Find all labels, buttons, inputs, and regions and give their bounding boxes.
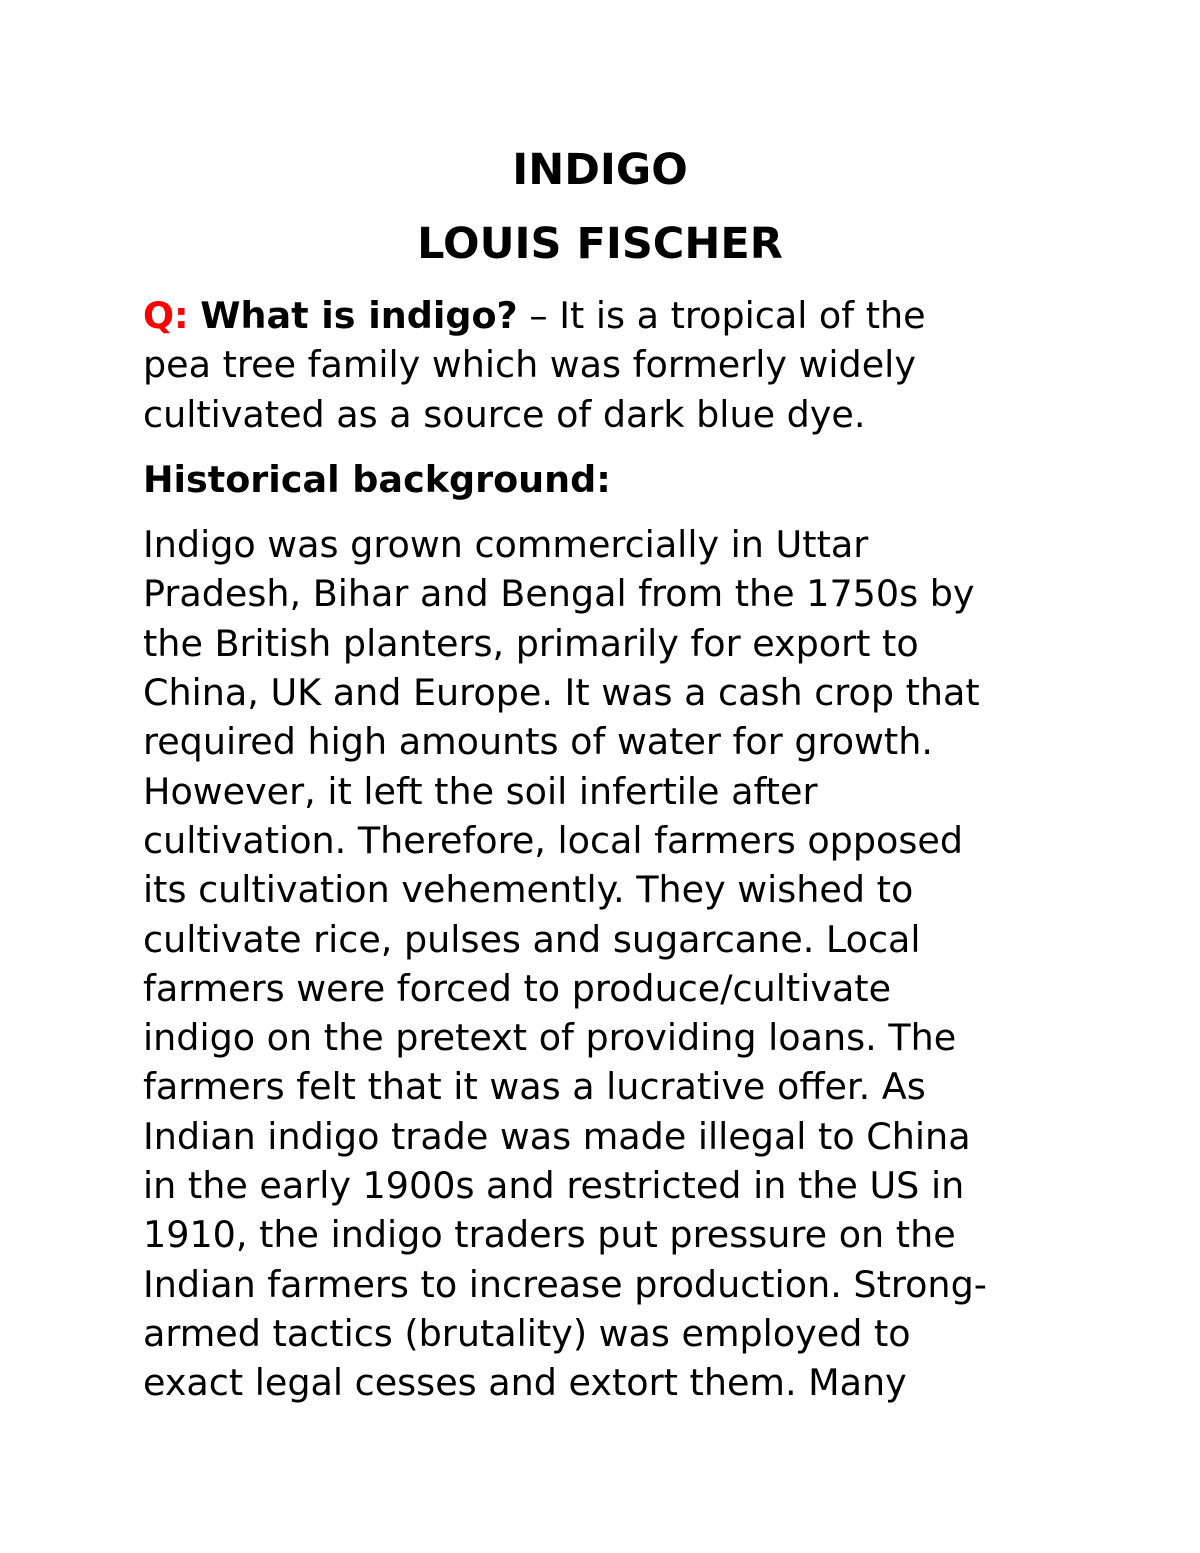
historical-paragraph <box>143 520 1063 1407</box>
paragraph-line: However, it left the soil infertile after <box>143 769 818 813</box>
question-text: What is indigo? <box>200 294 518 337</box>
section-heading-historical: Historical background: <box>143 457 611 501</box>
question-marker: Q: <box>143 294 189 337</box>
paragraph-line: China, UK and Europe. It was a cash crop that <box>143 671 980 715</box>
paragraph-line: Pradesh, Bihar and Bengal from the 1750s by <box>143 572 975 616</box>
paragraph-line: Indian farmers to increase production. Strong- <box>143 1262 987 1306</box>
answer-line: cultivated as a source of dark blue dye. <box>143 392 866 436</box>
paragraph-line: 1910, the indigo traders put pressure on the <box>143 1213 956 1257</box>
paragraph-line: required high amounts of water for growth. <box>143 720 933 764</box>
paragraph-line: Indian indigo trade was made illegal to China <box>143 1114 971 1158</box>
answer-line: pea tree family which was formerly widely <box>143 343 916 387</box>
paragraph-line: indigo on the pretext of providing loans. The <box>143 1016 957 1060</box>
paragraph-line: cultivate rice, pulses and sugarcane. Local <box>143 917 921 961</box>
document-author: LOUIS FISCHER <box>417 219 783 269</box>
paragraph-line: Indigo was grown commercially in Uttar <box>143 523 869 567</box>
paragraph-line: the British planters, primarily for export to <box>143 621 919 665</box>
paragraph-line: farmers were forced to produce/cultivate <box>143 966 892 1010</box>
paragraph-line: exact legal cesses and extort them. Many <box>143 1361 907 1405</box>
paragraph-line: its cultivation vehemently. They wished to <box>143 868 914 912</box>
paragraph-line: farmers felt that it was a lucrative offer. As <box>143 1065 926 1109</box>
answer-line: – It is a tropical of the <box>517 294 926 337</box>
document-body <box>143 291 1063 1408</box>
document-title: INDIGO <box>512 145 688 195</box>
qa-line-1 <box>143 291 1063 340</box>
paragraph-line: armed tactics (brutality) was employed to <box>143 1311 911 1355</box>
paragraph-line: in the early 1900s and restricted in the US in <box>143 1164 965 1208</box>
question-answer <box>143 291 1063 439</box>
paragraph-line: cultivation. Therefore, local farmers opposed <box>143 818 963 862</box>
